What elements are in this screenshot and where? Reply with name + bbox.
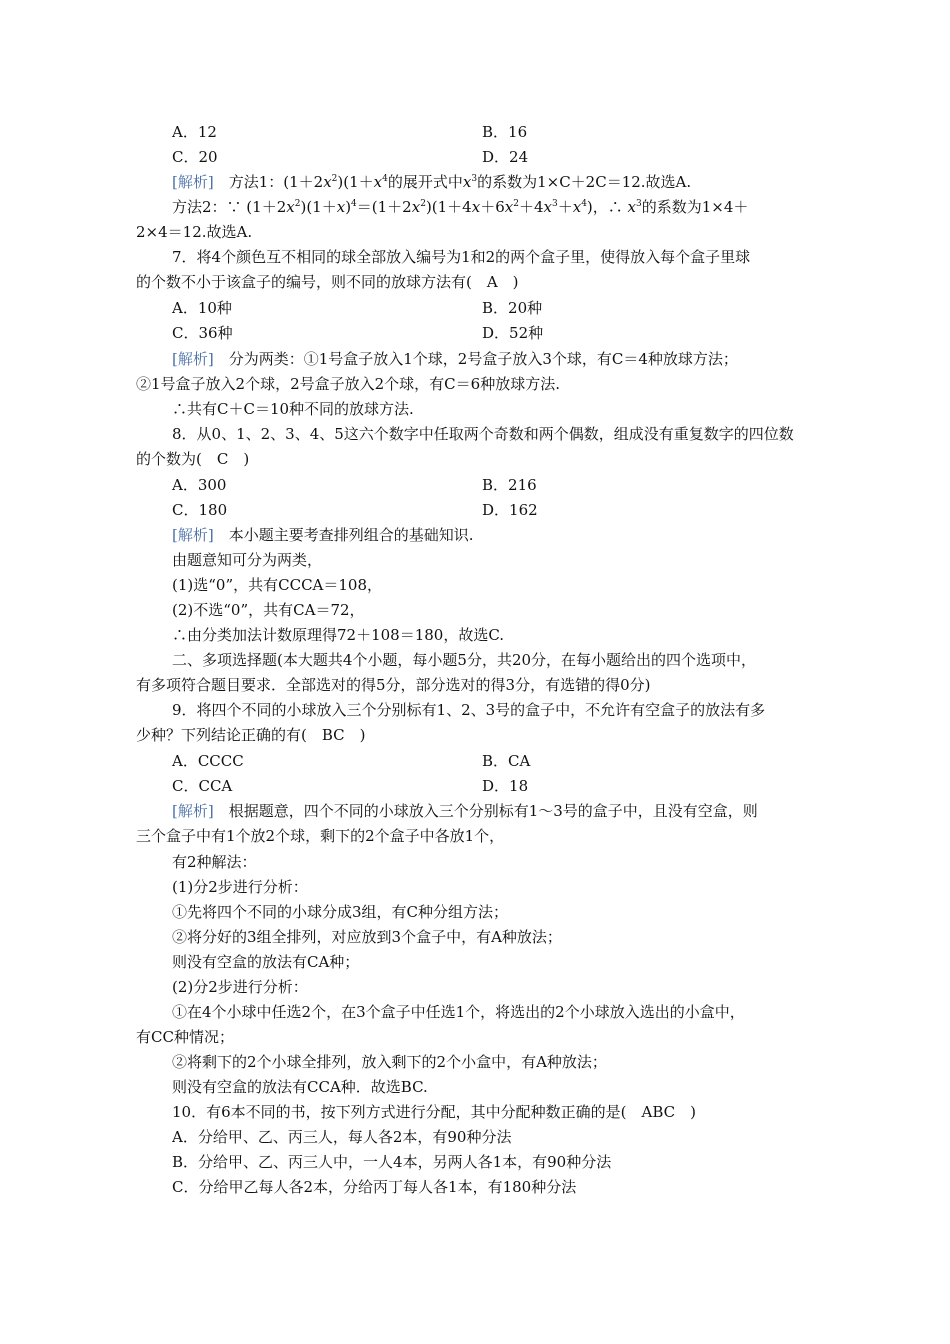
section2-heading-line1: 二、多项选择题(本大题共4个小题，每小题5分，共20分，在每小题给出的四个选项中， [172,651,757,669]
q7-option-a: A．10种 [172,299,232,317]
analysis-tag: [解析] [172,526,214,544]
q9-option-a: A．CCCC [172,752,244,770]
q8-option-c: C．180 [172,501,228,519]
q7-option-d: D．52种 [482,324,544,342]
q9-analysis-line9: ①在4个小球中任选2个，在3个盒子中任选1个，将选出的2个小球放入选出的小盒中， [172,1003,745,1021]
q7-analysis-line1: [解析] 分为两类：①1号盒子放入1个球，2号盒子放入3个球，有C＝4种放球方法； [172,350,738,368]
q7-analysis-line3: ∴共有C＋C＝10种不同的放球方法. [172,400,414,418]
q7-stem-line2: 的个数不小于该盒子的编号，则不同的放球方法有( A ) [136,273,519,291]
q7-option-c: C．36种 [172,324,233,342]
q6-option-d: D．24 [482,148,529,166]
analysis-tag: [解析] [172,802,214,820]
q6-analysis-method2: 方法2：∵ $(1+2x^2)(1+x)^4=(1+2x^2)(1+4x+6x^2+4x^3+x^4)$，∴ $x^3$的系数为1×4＋ [172,198,749,216]
q9-option-b: B．CA [482,752,531,770]
q8-analysis-line4: (2)不选“0”，共有CA＝72， [172,601,365,619]
q8-analysis-line3: (1)选“0”，共有CCCA＝108， [172,576,383,594]
q8-stem-line1: 8．从0、1、2、3、4、5这六个数字中任取两个奇数和两个偶数，组成没有重复数字的四位数 [172,425,794,443]
q7-analysis-line2: ②1号盒子放入2个球，2号盒子放入2个球，有C＝6种放球方法. [136,375,560,393]
q6-option-a: A．12 [172,123,217,141]
q10-stem: 10．有6本不同的书，按下列方式进行分配，其中分配种数正确的是( ABC ) [172,1103,696,1121]
q7-stem-line1: 7．将4个颜色互不相同的球全部放入编号为1和2的两个盒子里，使得放入每个盒子里球 [172,248,751,266]
q9-analysis-line10: 有CC种情况； [136,1028,234,1046]
q9-analysis-line5: ①先将四个不同的小球分成3组，有C种分组方法； [172,903,509,921]
q10-option-a: A．分给甲、乙、丙三人，每人各2本，有90种分法 [172,1128,512,1146]
q10-option-b: B．分给甲、乙、丙三人中，一人4本，另两人各1本，有90种分法 [172,1153,612,1171]
q6-option-c: C．20 [172,148,218,166]
q9-analysis-line11: ②将剩下的2个小球全排列，放入剩下的2个小盒中，有A种放法； [172,1053,607,1071]
q8-analysis-line5: ∴由分类加法计数原理得72＋108＝180，故选C. [172,626,505,644]
q9-analysis-line6: ②将分好的3组全排列，对应放到3个盒子中，有A种放法； [172,928,562,946]
q7-option-b: B．20种 [482,299,543,317]
q6-option-b: B．16 [482,123,528,141]
q9-analysis-line2: 三个盒子中有1个放2个球，剩下的2个盒子中各放1个， [136,827,505,845]
q10-option-c: C．分给甲乙每人各2本，分给丙丁每人各1本，有180种分法 [172,1178,577,1196]
q6-analysis-method2-cont: 2×4＝12.故选A. [136,223,253,241]
q8-option-a: A．300 [172,476,227,494]
q9-option-c: C．CCA [172,777,233,795]
q9-stem-line1: 9．将四个不同的小球放入三个分别标有1、2、3号的盒子中，不允许有空盒子的放法有多 [172,701,766,719]
q8-stem-line2: 的个数为( C ) [136,450,250,468]
q9-analysis-line4: (1)分2步进行分析： [172,878,308,896]
q9-analysis-line7: 则没有空盒的放法有CA种； [172,953,360,971]
q8-option-b: B．216 [482,476,537,494]
q9-analysis-line8: (2)分2步进行分析： [172,978,308,996]
q9-analysis-line1: [解析] 根据题意，四个不同的小球放入三个分别标有1～3号的盒子中，且没有空盒，则 [172,802,758,820]
q9-option-d: D．18 [482,777,529,795]
section2-heading-line2: 有多项符合题目要求．全部选对的得5分，部分选对的得3分，有选错的得0分) [136,676,651,694]
q9-analysis-line12: 则没有空盒的放法有CCA种．故选BC. [172,1078,428,1096]
q8-option-d: D．162 [482,501,538,519]
q8-analysis-line1: [解析] 本小题主要考查排列组合的基础知识. [172,526,474,544]
q9-analysis-line3: 有2种解法： [172,853,257,871]
analysis-tag: [解析] [172,173,214,191]
analysis-tag: [解析] [172,350,214,368]
q6-analysis-method1: [解析] 方法1：$(1+2x^2)(1+x^4$的展开式中$x^3$的系数为1×C＋2C＝12.故选A. [172,173,692,191]
q9-stem-line2: 少种？下列结论正确的有( BC ) [136,726,366,744]
q8-analysis-line2: 由题意知可分为两类， [172,551,323,569]
